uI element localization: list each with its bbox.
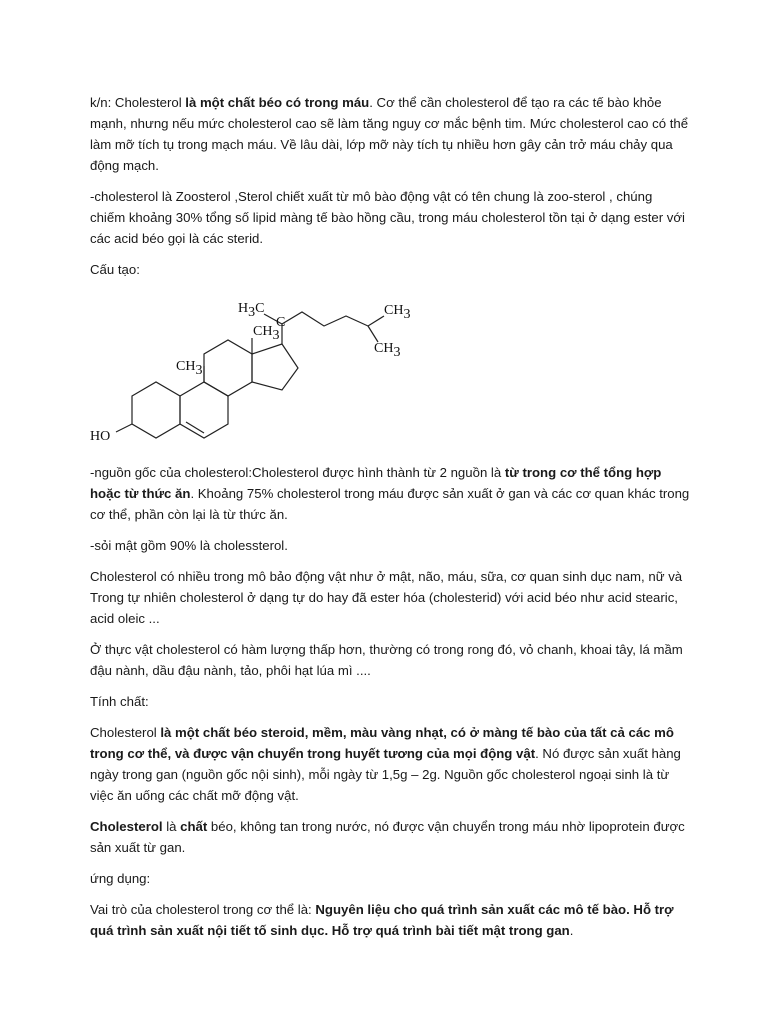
ring-c (204, 340, 252, 396)
ring-d (252, 344, 298, 390)
label-ch3-c18: CH3 (253, 324, 280, 343)
document-body (90, 92, 690, 951)
label-ho: HO (90, 429, 111, 444)
label-ch3-right-top: CH3 (384, 303, 411, 322)
label-ch3-right-bottom: CH3 (374, 341, 401, 360)
label-c: C (276, 315, 286, 330)
heading-properties: Tính chất: (90, 694, 149, 709)
double-bond (186, 422, 204, 433)
ring-a (132, 382, 180, 438)
paragraph-role: Vai trò của cholesterol trong cơ thể là: Nguyên liệu cho quá trình sản xuất các mô tế bào. Hỗ trợ quá trình sản xuất nội tiết tố sinh dục. Hỗ trợ quá trình bài tiết mật trong gan. (90, 902, 674, 938)
paragraph-origin: -nguồn gốc của cholesterol:Cholesterol được hình thành từ 2 nguồn là từ trong cơ thể tổng hợp hoặc từ thức ăn. Khoảng 75% cholesterol trong máu được sản xuất ở gan và các cơ quan khác trong cơ thể, phần còn lại là từ thức ăn. (90, 465, 690, 522)
paragraph-definition: k/n: Cholesterol là một chất béo có trong máu. Cơ thể cần cholesterol để tạo ra các tế bào khỏe mạnh, nhưng nếu mức cholesterol cao sẽ làm tăng nguy cơ mắc bệnh tim. Mức cholesterol cao có thể làm mỡ tích tụ trong mạch máu. Về lâu dài, lớp mỡ này tích tụ nhiều hơn gây cản trở máu chảy qua động mạch. (90, 95, 689, 173)
paragraph-zoosterol: -cholesterol là Zoosterol ,Sterol chiết xuất từ mô bào động vật có tên chung là zoo-sterol , chúng chiếm khoảng 30% tổng số lipid màng tế bào hồng cầu, trong máu cholesterol tồn tại ở dạng ester với các acid béo gọi là các sterid. (90, 189, 685, 246)
ring-b (180, 382, 228, 438)
paragraph-plant-sources: Ở thực vật cholesterol có hàm lượng thấp hơn, thường có trong rong đó, vỏ chanh, khoai tây, lá mầm đậu nành, dầu đậu nành, tảo, phôi hạt lúa mì .... (90, 642, 683, 678)
heading-structure: Cấu tạo: (90, 262, 140, 277)
paragraph-animal-sources: Cholesterol có nhiều trong mô bảo động vật như ở mật, não, máu, sữa, cơ quan sinh dục nam, nữ và Trong tự nhiên cholesterol ở dạng tự do hay đã ester hóa (cholesterid) với acid béo như acid stearic, acid oleic ... (90, 569, 683, 626)
heading-applications: ứng dụng: (90, 871, 151, 886)
paragraph-gallstones: -sỏi mật gồm 90% là cholessterol. (90, 538, 288, 553)
paragraph-properties: Cholesterol là một chất béo steroid, mềm, màu vàng nhạt, có ở màng tế bào của tất cả các mô trong cơ thể, và được vận chuyển trong huyết tương của mọi động vật. Nó được sản xuất hàng ngày trong gan (nguồn gốc nội sinh), mỗi ngày từ 1,5g – 2g. Nguồn gốc cholesterol ngoại sinh là từ việc ăn uống các chất mỡ động vật. (90, 725, 681, 803)
label-h3c: H3C (238, 301, 265, 320)
paragraph-transport: Cholesterol là chất béo, không tan trong nước, nó được vận chuyển trong máu nhờ lipoprotein được sản xuất từ gan. (90, 819, 685, 855)
hydroxyl-bond (116, 424, 132, 432)
side-chain-branch-end-a (368, 326, 378, 342)
cholesterol-structure-diagram (88, 290, 428, 450)
label-ch3-c19: CH3 (176, 359, 203, 378)
